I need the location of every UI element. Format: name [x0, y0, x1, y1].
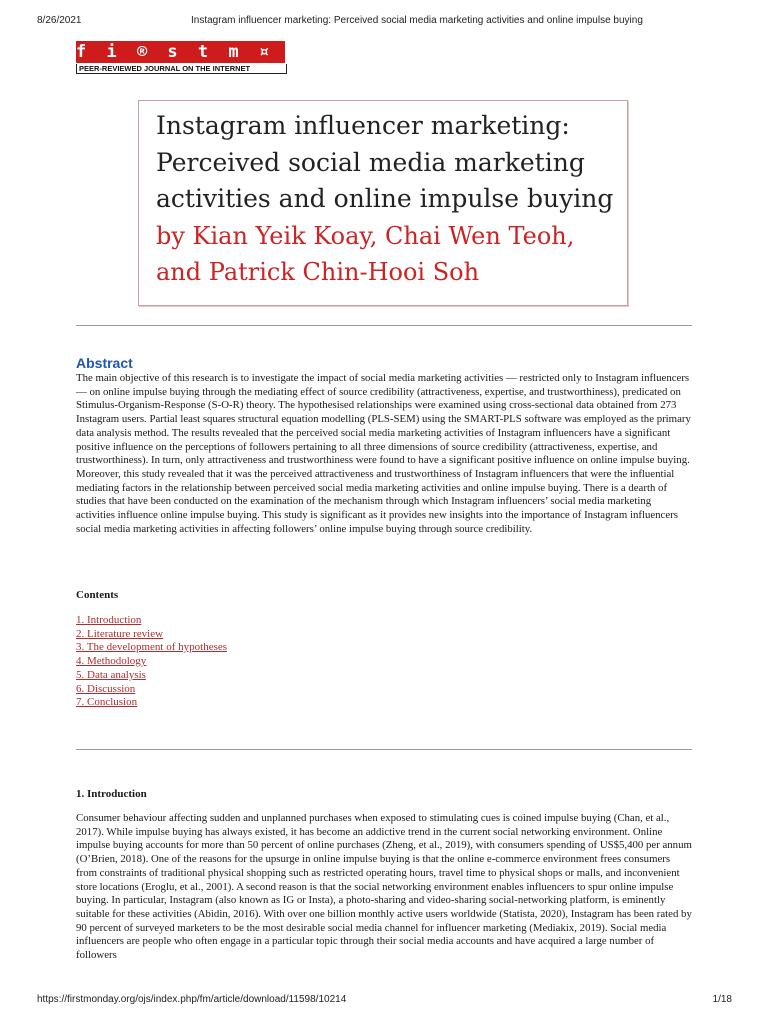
- toc-link-discussion[interactable]: 6. Discussion: [76, 682, 136, 695]
- article-authors-line: and Patrick Chin-Hooi Soh: [156, 258, 480, 286]
- print-footer: [37, 994, 732, 1008]
- toc-item: [76, 628, 227, 642]
- journal-logo: f i ® s t m ¤ ñ d @ ¥: [76, 42, 396, 62]
- article-title-line: activities and online impulse buying: [156, 184, 614, 213]
- toc-link-methodology[interactable]: 4. Methodology: [76, 655, 147, 668]
- toc-link-conclusion[interactable]: 7. Conclusion: [76, 696, 138, 709]
- print-header: [37, 15, 732, 29]
- toc-item: [76, 641, 227, 655]
- toc-item: [76, 696, 227, 710]
- article-title-line: Perceived social media marketing: [156, 147, 585, 177]
- print-page-number: 1/18: [712, 994, 732, 1005]
- table-of-contents: [76, 614, 227, 710]
- toc-link-hypotheses[interactable]: 3. The development of hypotheses: [76, 641, 228, 654]
- divider: [76, 325, 692, 326]
- print-page-title: Instagram influencer marketing: Perceived social media marketing activities and online impulse buying: [191, 15, 643, 26]
- divider: [76, 749, 692, 750]
- introduction-text: Consumer behaviour affecting sudden and unplanned purchases when exposed to stimulating cues is coined impulse buying (Chan, et al., 2017). While impulse buying has always existed, it has become an addictive trend in the current social networking environment. Online impulse buying accounts for more than 50 percent of online purchases (Zheng, et al., 2019), with consumers spending of US$5,400 per annum (O’Brien, 2018). One of the reasons for the upsurge in online impulse buying is that the online e-commerce environment frees consumers from constraints of traditional physical shopping such as restricted operating hours, travel time to physical shops or malls, and inconvenient store locations (Eroglu, et al., 2001). A second reason is that the social networking environment enables influencers to spur online impulse buying. In particular, Instagram (also known as IG or Insta), a photo-sharing and video-sharing social-networking platform, is eminently suitable for these activities (Abidin, 2016). With over one billion monthly active users worldwide (Statista, 2020), Instagram has been rated by 90 percent of surveyed marketers to be the most desirable social media channel for influencer marketing (Mediakix, 2019). Social media influencers are people who often engage in a particular topic through their social media accounts and have acquired a large number of followers: [76, 812, 692, 962]
- print-url: https://firstmonday.org/ojs/index.php/fm/article/download/11598/10214: [37, 994, 347, 1005]
- contents-heading: Contents: [76, 589, 119, 601]
- toc-item: [76, 669, 227, 683]
- toc-item: [76, 683, 227, 697]
- journal-tagline: PEER-REVIEWED JOURNAL ON THE INTERNET: [76, 64, 287, 74]
- article-title-line: Instagram influencer marketing:: [156, 111, 570, 140]
- print-date: 8/26/2021: [37, 15, 82, 26]
- abstract-heading: Abstract: [76, 355, 133, 371]
- toc-item: [76, 655, 227, 669]
- introduction-heading: 1. Introduction: [76, 788, 147, 800]
- toc-link-introduction[interactable]: 1. Introduction: [76, 614, 142, 626]
- article-authors-line: by Kian Yeik Koay, Chai Wen Teoh,: [156, 221, 575, 250]
- abstract-text: The main objective of this research is to investigate the impact of social media marketing activities — restricted only to Instagram influencers — on online impulse buying through the mediating effect of source credibility (attractiveness, expertise, and trustworthiness), predicated on Stimulus-Organism-Response (S-O-R) theory. The hypothesised relationships were examined using cross-sectional data obtained from 273 Instagram users. Partial least squares structural equation modelling (PLS-SEM) using the SMART-PLS software was employed as the primary data analysis method. The results revealed that the perceived social media marketing activities of Instagram influencers have a significant positive influence on the perceptions of followers pertaining to all three dimensions of source credibility (attractiveness, expertise, and trustworthiness). In turn, only attractiveness and trustworthiness were found to have a significant positive influence on online impulse buying. Moreover, this study revealed that it was the perceived attractiveness and trustworthiness of Instagram influencers that were the influential mediating factors in the relationship between perceived social media marketing activities and online impulse buying. There is a dearth of studies that have been conducted on the examination of the mechanism through which Instagram influencers’ social media marketing activities influence online impulse buying. This study is significant as it provides new insights into the importance of Instagram influencers social media marketing activities in affecting followers’ online impulse buying through source credibility.: [76, 372, 691, 535]
- toc-link-literature-review[interactable]: 2. Literature review: [76, 627, 164, 640]
- toc-link-data-analysis[interactable]: 5. Data analysis: [76, 668, 146, 681]
- toc-item: [76, 614, 227, 628]
- article-title-block: [138, 100, 628, 306]
